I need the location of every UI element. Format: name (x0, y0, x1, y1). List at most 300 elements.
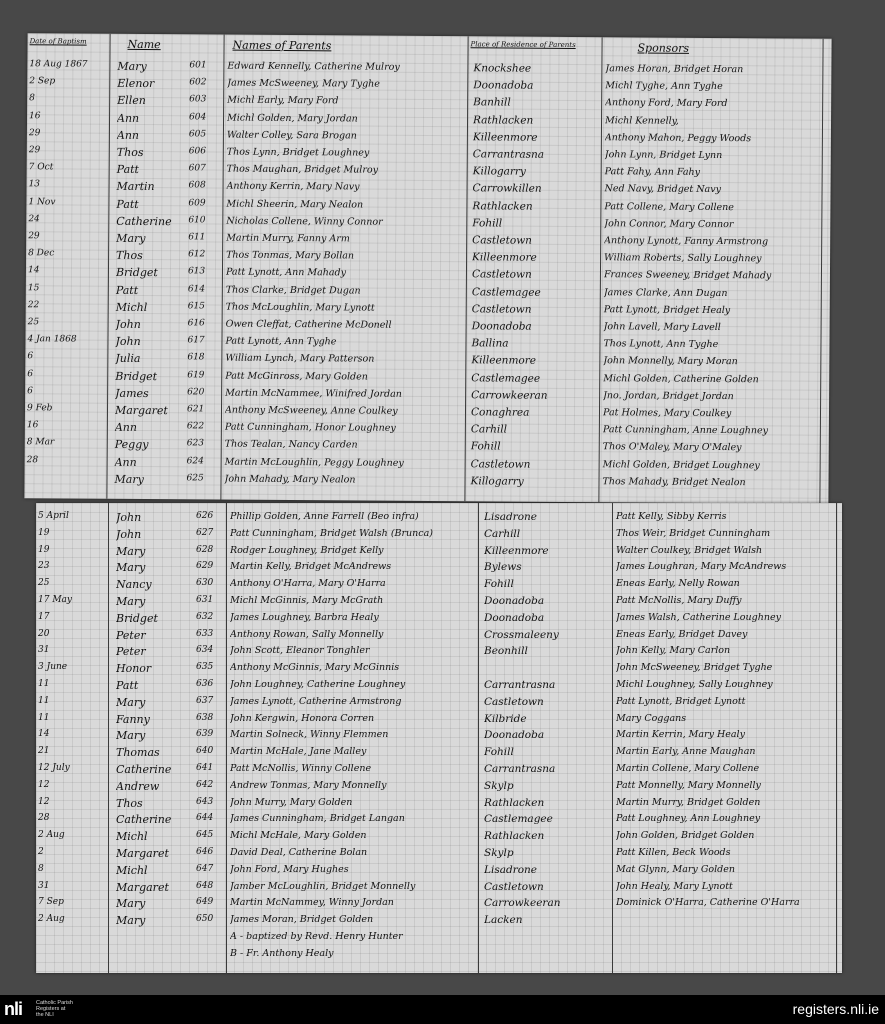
baptism-date: 23 (38, 561, 50, 572)
register-entry (36, 713, 842, 731)
residence: Castlemagee (471, 285, 541, 299)
sponsors: John Monnelly, Mary Moran (603, 355, 738, 368)
parents-names: A - baptized by Revd. Henry Hunter (230, 931, 403, 942)
residence: Killogarry (470, 475, 524, 488)
baptism-date: 29 (28, 145, 41, 156)
child-name: Mary (116, 897, 146, 911)
child-name: Thos (116, 145, 144, 160)
child-name: Ellen (117, 94, 146, 108)
parents-names: John Kergwin, Honora Corren (230, 712, 375, 724)
residence: Banhill (473, 96, 511, 109)
entry-number: 636 (196, 679, 214, 689)
parents-names: Martin Kelly, Bridget McAndrews (230, 561, 392, 573)
child-name: Bridget (115, 266, 158, 280)
sponsors: Ned Navy, Bridget Navy (604, 183, 722, 196)
child-name: Michl (116, 830, 148, 844)
sponsors: Patt McNollis, Mary Duffy (616, 595, 742, 606)
parents-names: Patt Lynott, Ann Tyghe (225, 335, 337, 348)
child-name: Martin (116, 180, 155, 194)
entry-number: 604 (189, 111, 207, 123)
parents-names: Patt Lynott, Ann Mahady (225, 266, 347, 279)
entry-number: 642 (196, 779, 214, 790)
entry-number: 610 (188, 215, 206, 226)
register-entry (36, 578, 842, 596)
register-entry (36, 797, 842, 815)
child-name: Julia (115, 352, 141, 366)
residence: Kilbride (484, 712, 527, 725)
child-name: Thomas (116, 746, 160, 760)
child-name: Bridget (115, 369, 158, 383)
baptism-date: 14 (27, 265, 40, 276)
residence: Doonadoba (484, 729, 545, 742)
baptism-date: 18 Aug 1867 (29, 59, 88, 70)
parents-names: James Cunningham, Bridget Langan (230, 813, 405, 825)
header-parents: Names of Parents (232, 38, 332, 53)
sponsors: James Horan, Bridget Horan (605, 63, 744, 76)
register-entry (36, 561, 842, 579)
sponsors: Anthony Ford, Mary Ford (605, 97, 728, 110)
parents-names: John Murry, Mary Golden (230, 796, 353, 808)
residence: Rathlacken (472, 113, 534, 127)
org-name (36, 1000, 73, 1018)
baptism-date: 28 (38, 813, 50, 824)
parents-names: Nicholas Collene, Winny Connor (226, 215, 383, 228)
baptism-date: 29 (28, 231, 40, 242)
parents-names: Martin McLoughlin, Peggy Loughney (224, 456, 404, 469)
baptism-date: 9 Feb (26, 403, 53, 414)
register-entry (36, 679, 842, 697)
register-entry (36, 612, 842, 630)
register-entry (36, 864, 842, 882)
register-entry (36, 780, 842, 798)
entry-number: 605 (188, 129, 207, 140)
register-entry (36, 629, 842, 647)
sponsors: Eneas Early, Nelly Rowan (616, 578, 740, 590)
child-name: Peter (116, 645, 146, 659)
baptism-date: 14 (38, 729, 50, 740)
sponsors: Martin Collene, Mary Collene (616, 763, 760, 774)
baptism-date: 13 (28, 179, 41, 190)
entry-number: 607 (188, 163, 206, 174)
entry-number: 633 (196, 628, 214, 639)
entry-number: 632 (196, 611, 214, 622)
entry-number: 650 (196, 914, 214, 925)
residence: Rathlacken (484, 830, 545, 843)
child-name: Honor (116, 662, 152, 676)
entry-number: 617 (187, 335, 205, 346)
entry-number: 613 (187, 266, 206, 277)
sponsors: Martin Early, Anne Maughan (616, 746, 756, 758)
entry-number: 639 (196, 729, 214, 740)
org-line: Catholic Parish (36, 1000, 73, 1006)
sponsors: Patt Collene, Mary Collene (604, 200, 734, 213)
sponsors: James Clarke, Ann Dugan (603, 286, 728, 299)
residence: Fohill (472, 217, 503, 230)
parents-names: Martin Murry, Fanny Arm (226, 232, 350, 245)
residence: Fohill (484, 578, 514, 591)
baptism-date: 24 (28, 214, 40, 225)
sponsors: Michl Loughney, Sally Loughney (616, 679, 773, 690)
child-name: Margaret (116, 847, 169, 860)
header-sponsors: Sponsors (637, 41, 690, 55)
child-name: Mary (114, 472, 144, 486)
child-name: Mary (116, 561, 146, 575)
entry-number: 644 (196, 813, 214, 824)
child-name: Patt (116, 163, 140, 177)
baptism-date: 21 (38, 746, 50, 757)
parents-names: Michl Golden, Mary Jordan (227, 112, 358, 125)
sponsors: Pat Holmes, Mary Coulkey (602, 407, 732, 420)
residence: Castletown (472, 234, 533, 247)
entry-number: 645 (196, 830, 214, 841)
baptism-date: 11 (38, 679, 50, 689)
baptism-date: 7 Oct (28, 162, 54, 173)
baptism-date: 28 (26, 454, 39, 465)
parents-names: John Ford, Mary Hughes (230, 863, 349, 875)
entry-number: 625 (186, 473, 204, 484)
child-name: Thos (116, 796, 143, 810)
residence: Killeenmore (472, 251, 537, 264)
residence: Lacken (484, 914, 523, 927)
baptism-date: 31 (38, 645, 50, 656)
sponsors: Michl Kennelly, (605, 114, 679, 127)
nli-logo[interactable]: nli (4, 999, 22, 1019)
sponsors: Patt Kelly, Sibby Kerris (616, 511, 727, 522)
child-name: Ann (114, 455, 137, 469)
residence: Castletown (484, 695, 544, 708)
parents-names: William Lynch, Mary Patterson (225, 352, 375, 366)
parents-names: Thos Maughan, Bridget Mulroy (226, 163, 379, 176)
sponsors: Jno. Jordan, Bridget Jordan (603, 390, 734, 402)
baptism-date: 16 (26, 420, 39, 431)
baptism-date: 31 (38, 880, 50, 891)
residence: Rathlacken (484, 796, 545, 809)
child-name: Mary (116, 231, 146, 246)
entry-number: 618 (187, 352, 205, 363)
parents-names: Thos Lynn, Bridget Loughney (226, 146, 370, 159)
child-name: James (115, 386, 149, 400)
residence: Conaghrea (470, 406, 530, 419)
child-name: Michl (115, 300, 148, 314)
parents-names: Martin McNammey, Winny Jordan (230, 897, 394, 909)
residence: Carrantrasna (472, 148, 545, 161)
sponsors: Mat Glynn, Mary Golden (616, 863, 735, 875)
parents-names: Michl McHale, Mary Golden (230, 830, 367, 842)
child-name: Peter (116, 628, 146, 642)
org-line: the NLI (36, 1012, 54, 1018)
entry-number: 626 (196, 511, 214, 521)
entry-number: 608 (188, 180, 206, 191)
entry-number: 624 (186, 455, 204, 467)
entry-number: 641 (196, 763, 214, 773)
child-name: Catherine (116, 813, 172, 827)
baptism-date: 6 (27, 386, 33, 397)
child-name: Peggy (114, 438, 149, 452)
sponsors: Anthony Lynott, Fanny Armstrong (604, 235, 769, 248)
residence: Knockshee (473, 62, 532, 75)
entry-number: 631 (196, 595, 214, 605)
residence: Crossmaleeny (484, 628, 559, 641)
register-entry (36, 813, 842, 831)
viewer-footer (0, 995, 885, 1024)
residence: Lisadrone (484, 511, 538, 523)
register-page-bottom (36, 503, 842, 973)
residence: Carrowkeeran (484, 897, 561, 910)
sponsors: Patt Lynott, Bridget Lynott (616, 695, 746, 707)
residence: Killeenmore (471, 354, 537, 368)
header-name: Name (127, 37, 161, 52)
entry-number: 619 (187, 369, 205, 381)
sponsors: John Lynn, Bridget Lynn (604, 149, 723, 162)
entry-number: 620 (187, 387, 205, 398)
parents-names: Thos Clarke, Bridget Dugan (225, 284, 361, 297)
parents-names: Anthony Kerrin, Mary Navy (226, 180, 360, 193)
parents-names: Anthony O'Harra, Mary O'Harra (230, 578, 386, 590)
sponsors: Michl Golden, Catherine Golden (603, 372, 759, 385)
baptism-date: 8 (29, 93, 35, 104)
register-entry (36, 931, 842, 949)
sponsors: Thos Weir, Bridget Cunningham (616, 527, 771, 539)
parents-names: Anthony McSweeney, Anne Coulkey (224, 404, 398, 417)
baptism-date: 17 May (38, 595, 72, 605)
sponsors: William Roberts, Sally Loughney (604, 252, 762, 265)
residence: Carrowkeeran (471, 389, 548, 402)
baptism-date: 22 (27, 300, 40, 311)
sponsors: John Golden, Bridget Golden (616, 830, 755, 842)
residence: Killeenmore (484, 544, 549, 557)
entry-number: 614 (187, 283, 206, 295)
child-name: Patt (116, 679, 139, 692)
residence: Ballina (471, 337, 509, 350)
parents-names: Phillip Golden, Anne Farrell (Beo infra) (230, 511, 419, 522)
residence: Castletown (471, 268, 532, 282)
parents-names: Michl Early, Mary Ford (227, 94, 339, 107)
parents-names: Martin McHale, Jane Malley (230, 746, 367, 758)
child-name: Thos (116, 249, 143, 263)
residence: Carhill (470, 423, 508, 436)
header-residence: Place of Residence of Parents (470, 40, 576, 50)
sponsors: John Healy, Mary Lynott (616, 880, 733, 892)
parents-names: Thos McLoughlin, Mary Lynott (225, 301, 375, 314)
parents-names: Walter Colley, Sara Brogan (226, 129, 357, 142)
entry-number: 606 (188, 146, 207, 157)
residence: Fohill (470, 440, 501, 453)
sponsors: John Connor, Mary Connor (604, 218, 734, 230)
sponsors: John Lavell, Mary Lavell (603, 321, 721, 334)
residence: Carhill (484, 527, 521, 540)
sponsors: Thos O'Maley, Mary O'Maley (602, 441, 742, 454)
parents-names: Owen Cleffat, Catherine McDonell (225, 318, 392, 331)
entry-number: 623 (186, 438, 204, 449)
residence: Lisadrone (484, 863, 538, 876)
residence: Carrantrasna (484, 763, 556, 775)
child-name: Michl (116, 863, 148, 877)
sponsors: Patt Loughney, Ann Loughney (616, 813, 761, 825)
child-name: Mary (116, 914, 146, 928)
parents-names: Anthony McGinnis, Mary McGinnis (230, 662, 400, 674)
sponsors: Thos Mahady, Bridget Nealon (602, 476, 746, 489)
entry-number: 649 (196, 897, 214, 908)
parents-names: Michl Sheerin, Mary Nealon (226, 198, 364, 211)
parents-names: Thos Tealan, Nancy Carden (224, 438, 358, 451)
entry-number: 635 (196, 662, 214, 673)
child-name: Bridget (116, 611, 158, 625)
register-entry (36, 729, 842, 747)
parents-names: Patt McNollis, Winny Collene (230, 763, 372, 774)
register-entry (36, 746, 842, 764)
sponsors: Anthony Mahon, Peggy Woods (604, 132, 752, 145)
sponsors: James Walsh, Catherine Loughney (616, 611, 781, 623)
sponsors: Martin Murry, Bridget Golden (616, 796, 761, 808)
parents-names: John Mahady, Mary Nealon (224, 473, 356, 486)
entry-number: 627 (196, 527, 214, 538)
baptism-date: 2 (38, 847, 44, 857)
residence: Killeenmore (472, 131, 538, 144)
sponsors: Dominick O'Harra, Catherine O'Harra (616, 897, 800, 909)
baptism-date: 19 (38, 544, 50, 555)
entry-number: 643 (196, 796, 214, 807)
child-name: Mary (117, 59, 147, 74)
residence: Castlemagee (484, 813, 553, 826)
entry-number: 629 (196, 561, 214, 572)
child-name: John (115, 317, 141, 331)
entry-number: 609 (188, 197, 206, 209)
sponsors: Michl Tyghe, Ann Tyghe (605, 80, 723, 93)
sponsors: Frances Sweeney, Bridget Mahady (603, 269, 772, 282)
entry-number: 615 (187, 301, 205, 312)
entry-number: 646 (196, 847, 214, 857)
child-name: Catherine (116, 763, 172, 776)
baptism-date: 25 (27, 317, 40, 328)
entry-number: 628 (196, 544, 214, 555)
entry-number: 648 (196, 880, 214, 891)
residence: Castlemagee (471, 371, 541, 385)
child-name: John (116, 527, 142, 541)
org-line: Registers at (36, 1006, 66, 1012)
baptism-date: 19 (38, 527, 50, 538)
baptism-date: 11 (38, 695, 50, 706)
entry-number: 622 (186, 421, 205, 432)
baptism-date: 11 (38, 712, 50, 723)
parents-names: Martin McNammee, Winifred Jordan (225, 387, 402, 400)
baptism-date: 12 (38, 796, 50, 807)
child-name: Mary (116, 595, 146, 608)
parents-names: Michl McGinnis, Mary McGrath (230, 595, 384, 606)
baptism-date: 8 Mar (26, 437, 55, 448)
baptism-date: 2 Aug (38, 914, 65, 925)
residence: Doonadoba (484, 595, 545, 607)
register-entry (36, 763, 842, 781)
parents-names: Jamber McLoughlin, Bridget Monnelly (230, 880, 416, 892)
residence: Castletown (484, 880, 544, 893)
entry-number: 611 (188, 232, 206, 243)
child-name: Mary (116, 695, 146, 709)
register-entry (36, 696, 842, 714)
entry-number: 601 (189, 60, 207, 71)
baptism-date: 5 April (38, 511, 69, 521)
sponsors: Martin Kerrin, Mary Healy (616, 729, 745, 741)
sponsors: John Kelly, Mary Carlon (616, 645, 731, 657)
register-entry (36, 662, 842, 680)
register-entry (36, 881, 842, 899)
sponsors: Patt Lynott, Bridget Healy (603, 304, 731, 316)
sponsors: Mary Coggans (616, 712, 687, 724)
baptism-date (27, 472, 105, 473)
register-entry (36, 645, 842, 663)
entry-number: 612 (188, 249, 206, 260)
entry-number: 640 (196, 746, 214, 757)
baptism-date: 8 (38, 863, 44, 874)
sponsors: Patt Fahy, Ann Fahy (604, 166, 701, 179)
sponsors: James Loughran, Mary McAndrews (616, 561, 787, 573)
parents-names: David Deal, Catherine Bolan (230, 847, 368, 858)
baptism-date: 20 (38, 628, 50, 639)
register-entry (36, 595, 842, 613)
residence: Doonadoba (484, 611, 545, 624)
sponsors: Walter Coulkey, Bridget Walsh (616, 544, 763, 556)
entry-number: 630 (196, 578, 214, 589)
sponsors: Thos Lynott, Ann Tyghe (603, 338, 719, 351)
parents-names: B - Fr. Anthony Healy (230, 947, 334, 959)
child-name: Mary (116, 544, 146, 558)
child-name: John (116, 511, 142, 524)
register-page-top (24, 33, 831, 504)
parents-names: James Moran, Bridget Golden (230, 914, 374, 926)
baptism-date: 4 Jan 1868 (27, 334, 77, 345)
residence: Fohill (484, 746, 514, 759)
child-name: Margaret (114, 403, 168, 418)
register-entry (36, 830, 842, 848)
baptism-date: 16 (29, 110, 41, 121)
baptism-date: 3 June (38, 662, 68, 673)
sponsors: Patt Monnelly, Mary Monnelly (616, 779, 761, 791)
register-entry (36, 948, 842, 966)
child-name: Patt (116, 197, 139, 211)
residence: Carrantrasna (484, 679, 556, 691)
register-entry (36, 847, 842, 865)
child-name: Ann (116, 128, 140, 142)
entry-number: 616 (187, 318, 205, 329)
site-link[interactable]: registers.nli.ie (792, 1001, 879, 1017)
child-name: John (115, 335, 141, 349)
child-name: Elenor (117, 77, 155, 91)
header-date: Date of Baptism (29, 37, 87, 46)
parents-names: Andrew Tonmas, Mary Monnelly (230, 779, 387, 791)
child-name: Fanny (116, 712, 150, 726)
parents-names: John Loughney, Catherine Loughney (230, 679, 406, 690)
child-name: Mary (116, 729, 146, 743)
baptism-date: 29 (28, 128, 41, 139)
residence: Castletown (471, 303, 532, 316)
baptism-date: 25 (38, 578, 50, 589)
sponsors: John McSweeney, Bridget Tyghe (616, 662, 773, 674)
baptism-date: 12 July (38, 763, 70, 773)
baptism-date: 12 (38, 779, 50, 790)
child-name: Margaret (116, 880, 169, 894)
baptism-date: 6 (27, 351, 34, 362)
baptism-date: 8 Dec (28, 248, 55, 259)
residence: Bylews (484, 561, 522, 574)
parents-names: Edward Kennelly, Catherine Mulroy (227, 60, 400, 73)
child-name: Ann (114, 421, 138, 435)
entry-number: 621 (186, 404, 205, 415)
sponsors: Patt Killen, Beck Woods (616, 847, 731, 858)
sponsors: Eneas Early, Bridget Davey (616, 628, 748, 640)
parents-names: Martin Solneck, Winny Flemmen (230, 729, 389, 741)
parents-names: James Lynott, Catherine Armstrong (230, 695, 402, 707)
entry-number: 603 (189, 94, 207, 105)
entry-number: 634 (196, 645, 214, 656)
